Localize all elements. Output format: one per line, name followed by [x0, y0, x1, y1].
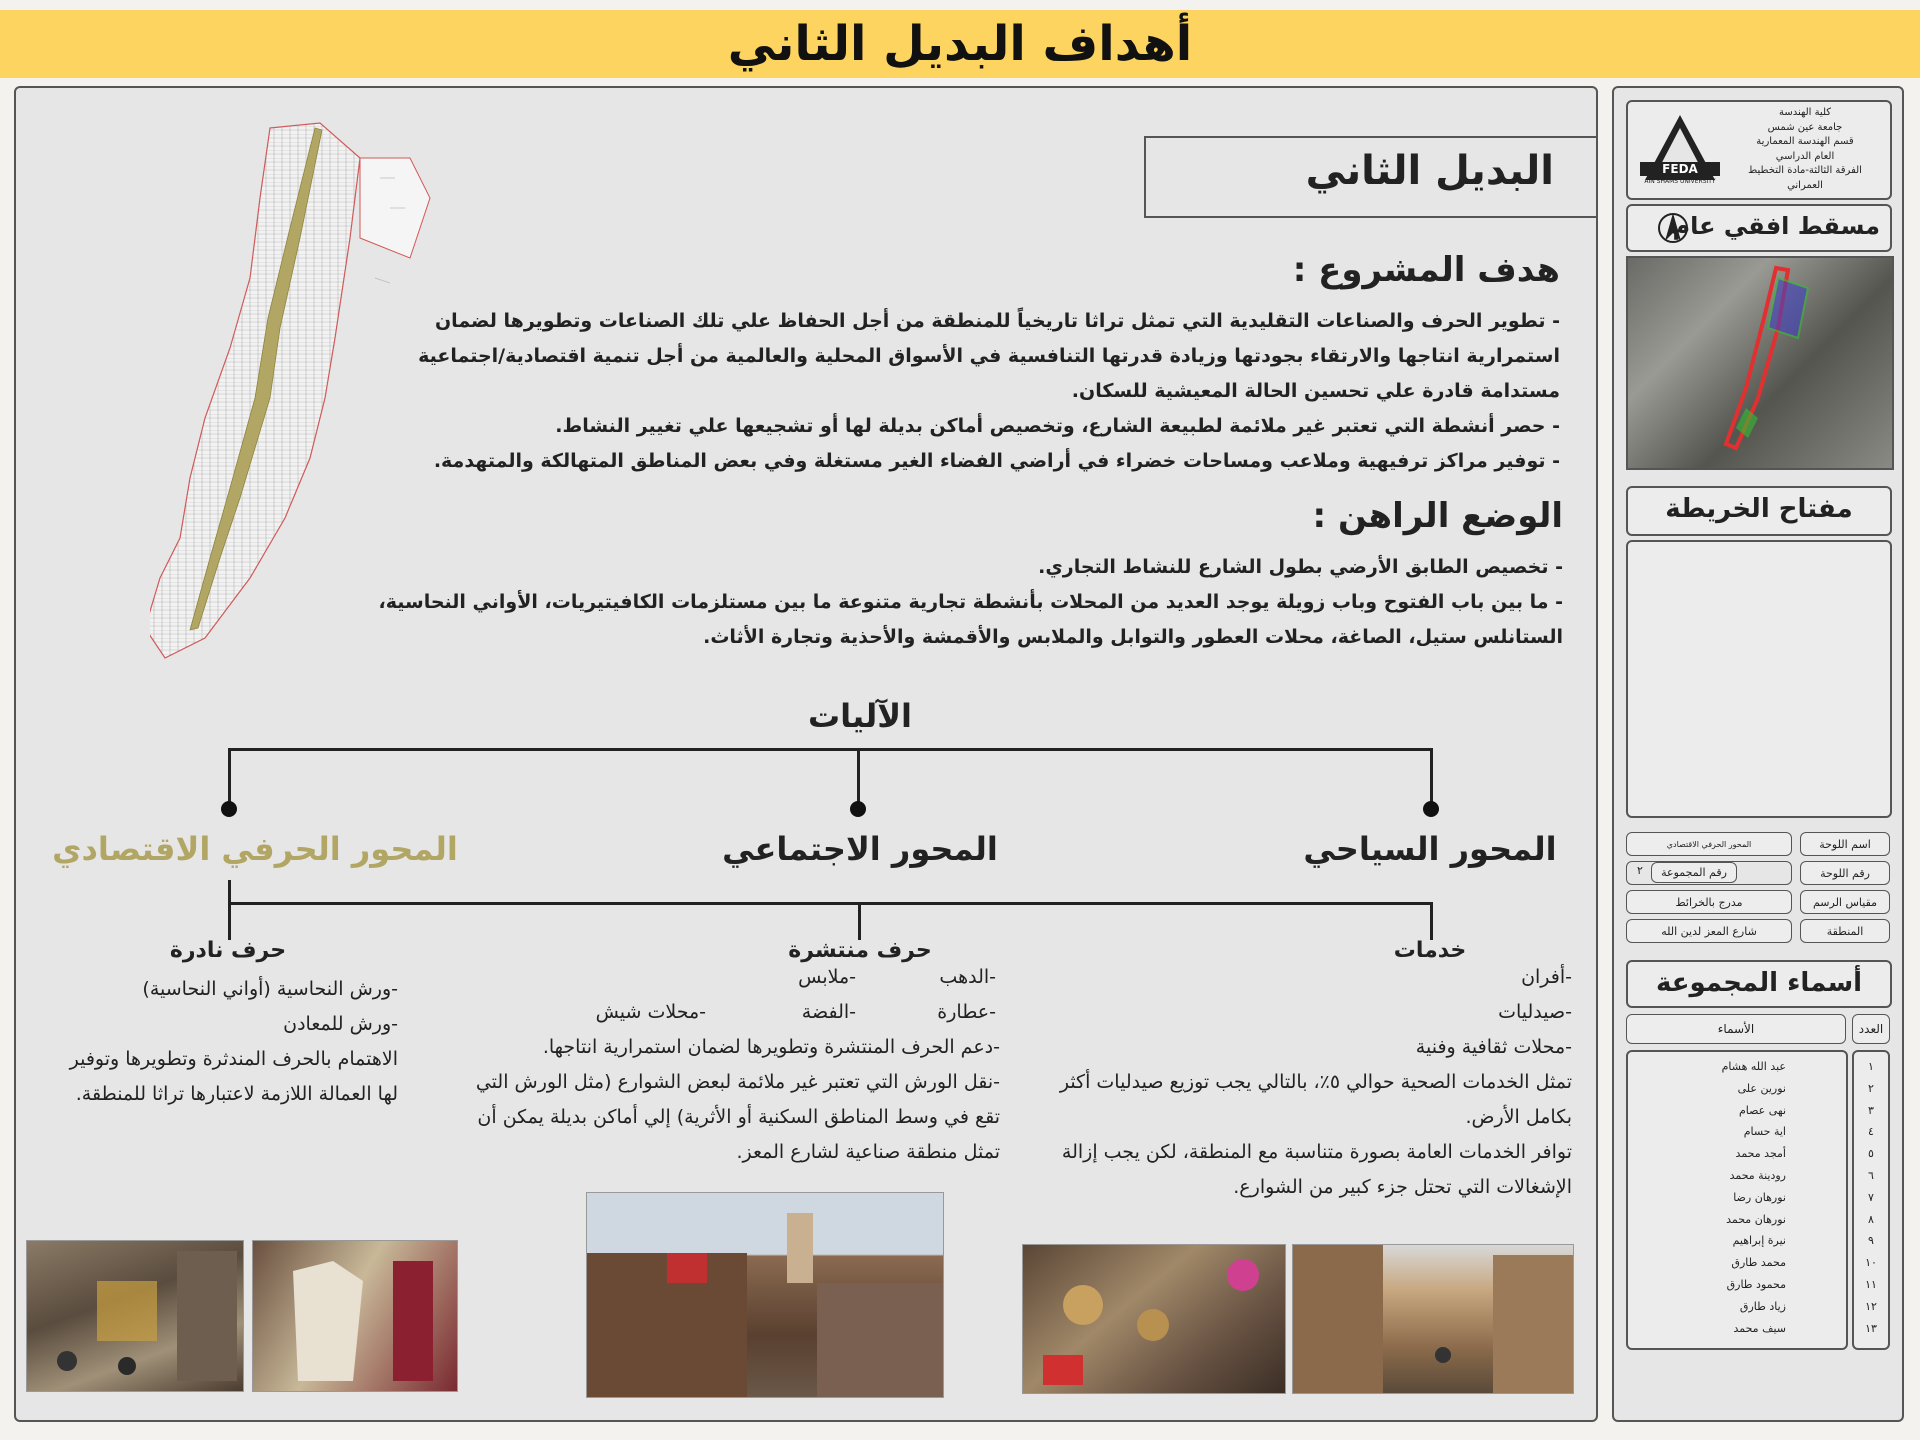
goal-line: - حصر أنشطة التي تعتبر غير ملائمة لطبيعة الشارع، وتخصيص أماكن بديلة لها أو تشجيعها علي تغيير النشاط.	[555, 415, 1560, 437]
banner-title: أهداف البديل الثاني	[727, 16, 1193, 72]
tree-sub-craft	[228, 880, 231, 940]
logo-subtext: AIN SHAMS UNIVERSITY	[1644, 178, 1716, 185]
sheet-name-value: المحور الحرفي الاقتصادي	[1626, 832, 1792, 856]
craft-item	[560, 960, 706, 995]
uni-line: جامعة عين شمس	[1767, 121, 1843, 133]
tree-sub-social	[858, 902, 861, 940]
goal-line: مستدامة قادرة علي تحسين الحالة المعيشية للسكان.	[1071, 380, 1560, 402]
alternative-title: البديل الثاني	[1305, 148, 1554, 194]
scale-value: مدرج بالخرائط	[1626, 890, 1792, 914]
craft-item: -ملابس	[798, 966, 856, 988]
group-title-box	[1626, 960, 1892, 1008]
goal-line: استمرارية انتاجها والارتقاء بجودتها وزيادة قدرتها التنافسية في الأسواق المحلية والعالمية من أجل تنمية اقتصادية/اجتماعية	[418, 345, 1560, 367]
area-label: المنطقة	[1800, 919, 1890, 943]
number-cell: ١٣	[1865, 1321, 1877, 1335]
number-cell: ٩	[1868, 1234, 1874, 1248]
logo-text: FEDA	[1640, 162, 1720, 176]
member-name: نهى عصام	[1738, 1103, 1786, 1117]
services-line: -محلات ثقافية وفنية	[1415, 1036, 1572, 1058]
craft-item: -الدهب	[939, 966, 996, 988]
uni-line: الفرقة الثالثة-مادة التخطيط	[1748, 165, 1862, 176]
goal-line: - تطوير الحرف والصناعات التقليدية التي تمثل تراثا تاريخياً للمنطقة من أجل الحفاظ علي تلك الصناعات وتطويرها لضمان	[434, 310, 1560, 332]
map-key-label: مفتاح الخريطة	[1665, 494, 1853, 524]
uni-line: العام الدراسي	[1775, 150, 1835, 162]
rare-line: -ورش للمعادن	[283, 1013, 398, 1035]
university-header	[1626, 100, 1892, 200]
alternative-title-box	[1144, 136, 1598, 218]
number-cell: ٨	[1868, 1212, 1874, 1226]
spread-line: تمثل منطقة صناعية لشارع المعز.	[736, 1141, 1000, 1163]
number-cell: ١٢	[1865, 1299, 1877, 1313]
clothes-shop-photo	[252, 1240, 458, 1392]
spread-line: تقع في وسط المناطق السكنية أو الأثرية) إلي أماكن بديلة يمكن أن	[477, 1106, 1000, 1128]
member-name: نورهان رضا	[1733, 1190, 1786, 1204]
rare-crafts-title: حرف نادرة	[169, 938, 287, 963]
copper-shop-photo	[1022, 1244, 1286, 1394]
group-title: أسماء المجموعة	[1655, 968, 1863, 998]
uni-line: العمراني	[1787, 179, 1823, 191]
spread-crafts-list	[460, 1030, 1000, 1170]
faculty-logo	[1640, 110, 1720, 190]
services-line: تمثل الخدمات الصحية حوالي ٥٪، بالتالي يجب توزيع صيدليات أكثر	[1059, 1071, 1572, 1093]
axis-tourism: المحور السياحي	[1303, 830, 1557, 868]
status-heading: الوضع الراهن :	[1312, 496, 1563, 536]
top-banner	[0, 10, 1920, 78]
rare-crafts-list	[18, 972, 398, 1112]
number-cell: ٢	[1868, 1081, 1874, 1095]
member-name: رودينة محمد	[1729, 1168, 1786, 1182]
plan-label-box	[1626, 204, 1892, 252]
spread-crafts-title: حرف منتشرة	[788, 938, 932, 963]
member-name: أمجد محمد	[1735, 1147, 1786, 1161]
number-cell: ٧	[1868, 1190, 1874, 1204]
group-no-label: رقم المجموعة	[1651, 862, 1737, 883]
tree-sub-tourism	[1430, 902, 1433, 940]
number-cell: ٥	[1868, 1147, 1874, 1161]
member-name: محمد طارق	[1731, 1256, 1786, 1270]
craft-item: -الفضة	[801, 1001, 856, 1023]
number-cell: ١٠	[1865, 1256, 1877, 1270]
numbers-list	[1854, 1052, 1888, 1339]
group-number-box	[1626, 861, 1792, 885]
uni-line: كلية الهندسة	[1778, 107, 1832, 118]
count-header: العدد	[1852, 1014, 1890, 1044]
names-column	[1626, 1050, 1848, 1350]
number-cell: ٣	[1868, 1103, 1874, 1117]
tree-bottom-line	[228, 902, 1432, 905]
mechanisms-title: الآليات	[807, 697, 913, 735]
member-name: عبد الله هشام	[1721, 1060, 1786, 1073]
services-line: -صيدليات	[1498, 1001, 1572, 1023]
services-list	[1012, 960, 1572, 1205]
member-name: نيرة إبراهيم	[1732, 1234, 1786, 1248]
alley-photo	[1292, 1244, 1574, 1394]
services-line: بكامل الأرض.	[1465, 1106, 1572, 1128]
numbers-column	[1852, 1050, 1890, 1350]
uni-line: قسم الهندسة المعمارية	[1756, 136, 1854, 147]
status-paragraph	[378, 550, 1563, 655]
tree-node-social	[850, 801, 866, 817]
axis-craft: المحور الحرفي الاقتصادي	[52, 830, 458, 868]
sheet-no-label: رقم اللوحة	[1800, 861, 1890, 885]
craft-item: -محلات شيش	[595, 1001, 706, 1023]
spread-line: -نقل الورش التي تعتبر غير ملائمة لبعض الشوارع (مثل الورش التي	[475, 1071, 1000, 1093]
names-header: الأسماء	[1626, 1014, 1846, 1044]
status-line: - تخصيص الطابق الأرضي بطول الشارع للنشاط التجاري.	[1038, 556, 1563, 578]
number-cell: ٦	[1868, 1168, 1874, 1182]
services-title: خدمات	[1393, 938, 1467, 963]
member-name: سيف محمد	[1733, 1321, 1786, 1335]
spread-crafts-grid	[560, 960, 996, 1030]
spread-line: -دعم الحرف المنتشرة وتطويرها لضمان استمرارية انتاجها.	[542, 1036, 1000, 1058]
street-photo-1	[26, 1240, 244, 1392]
satellite-map	[1626, 256, 1894, 470]
member-name: محمود طارق	[1726, 1277, 1786, 1291]
status-line: الستانلس ستيل، الصاغة، محلات العطور والتوابل والملابس والأقمشة والأحذية وتجارة الأثاث.	[703, 626, 1563, 648]
craft-item: -عطارة	[937, 1001, 996, 1023]
goal-heading: هدف المشروع :	[1292, 250, 1560, 290]
number-cell: ٤	[1868, 1125, 1874, 1139]
number-cell: ١	[1868, 1060, 1874, 1073]
status-line: - ما بين باب الفتوح وباب زويلة يوجد العديد من المحلات بأنشطة تجارية متنوعة ما بين مستلزمات الكافيتيريات، الأواني النحاسية،	[378, 591, 1563, 613]
area-value: شارع المعز لدين الله	[1626, 919, 1792, 943]
sheet-name-label: اسم اللوحة	[1800, 832, 1890, 856]
goal-line: - توفير مراكز ترفيهية وملاعب ومساحات خضراء في أراضي الفضاء الغير مستغلة وفي بعض المناطق المتهالكة والمتهدمة.	[433, 450, 1560, 472]
member-name: اية حسام	[1743, 1125, 1786, 1139]
university-lines	[1730, 106, 1880, 193]
group-no-value: ٢	[1637, 864, 1643, 877]
scale-label: مقياس الرسم	[1800, 890, 1890, 914]
member-name: زياد طارق	[1739, 1299, 1786, 1313]
services-line: -أفران	[1521, 966, 1572, 988]
member-name: نورهان محمد	[1726, 1212, 1786, 1226]
member-name: نورين على	[1737, 1081, 1786, 1095]
axis-social: المحور الاجتماعي	[722, 830, 998, 868]
rare-line: الاهتمام بالحرف المندثرة وتطويرها وتوفير	[69, 1048, 398, 1070]
map-key-box	[1626, 540, 1892, 818]
goal-paragraph	[418, 304, 1560, 479]
services-line: الإشغالات التي تحتل جزء كبير من الشوارع.	[1233, 1176, 1572, 1198]
tree-node-tourism	[1423, 801, 1439, 817]
services-line: توافر الخدمات العامة بصورة متناسبة مع المنطقة، لكن يجب إزالة	[1061, 1141, 1572, 1163]
plan-blocks	[150, 123, 360, 658]
tree-top-line	[228, 748, 1432, 751]
number-cell: ١١	[1865, 1277, 1877, 1291]
tree-node-craft	[221, 801, 237, 817]
market-street-photo	[586, 1192, 944, 1398]
plan-label: مسقط افقي عام	[1672, 212, 1880, 240]
map-key-label-box	[1626, 486, 1892, 536]
names-list	[1628, 1052, 1846, 1339]
rare-line: -ورش النحاسية (أواني النحاسية)	[142, 978, 398, 1000]
rare-line: لها العمالة اللازمة لاعتبارها تراثا للمنطقة.	[75, 1083, 398, 1105]
